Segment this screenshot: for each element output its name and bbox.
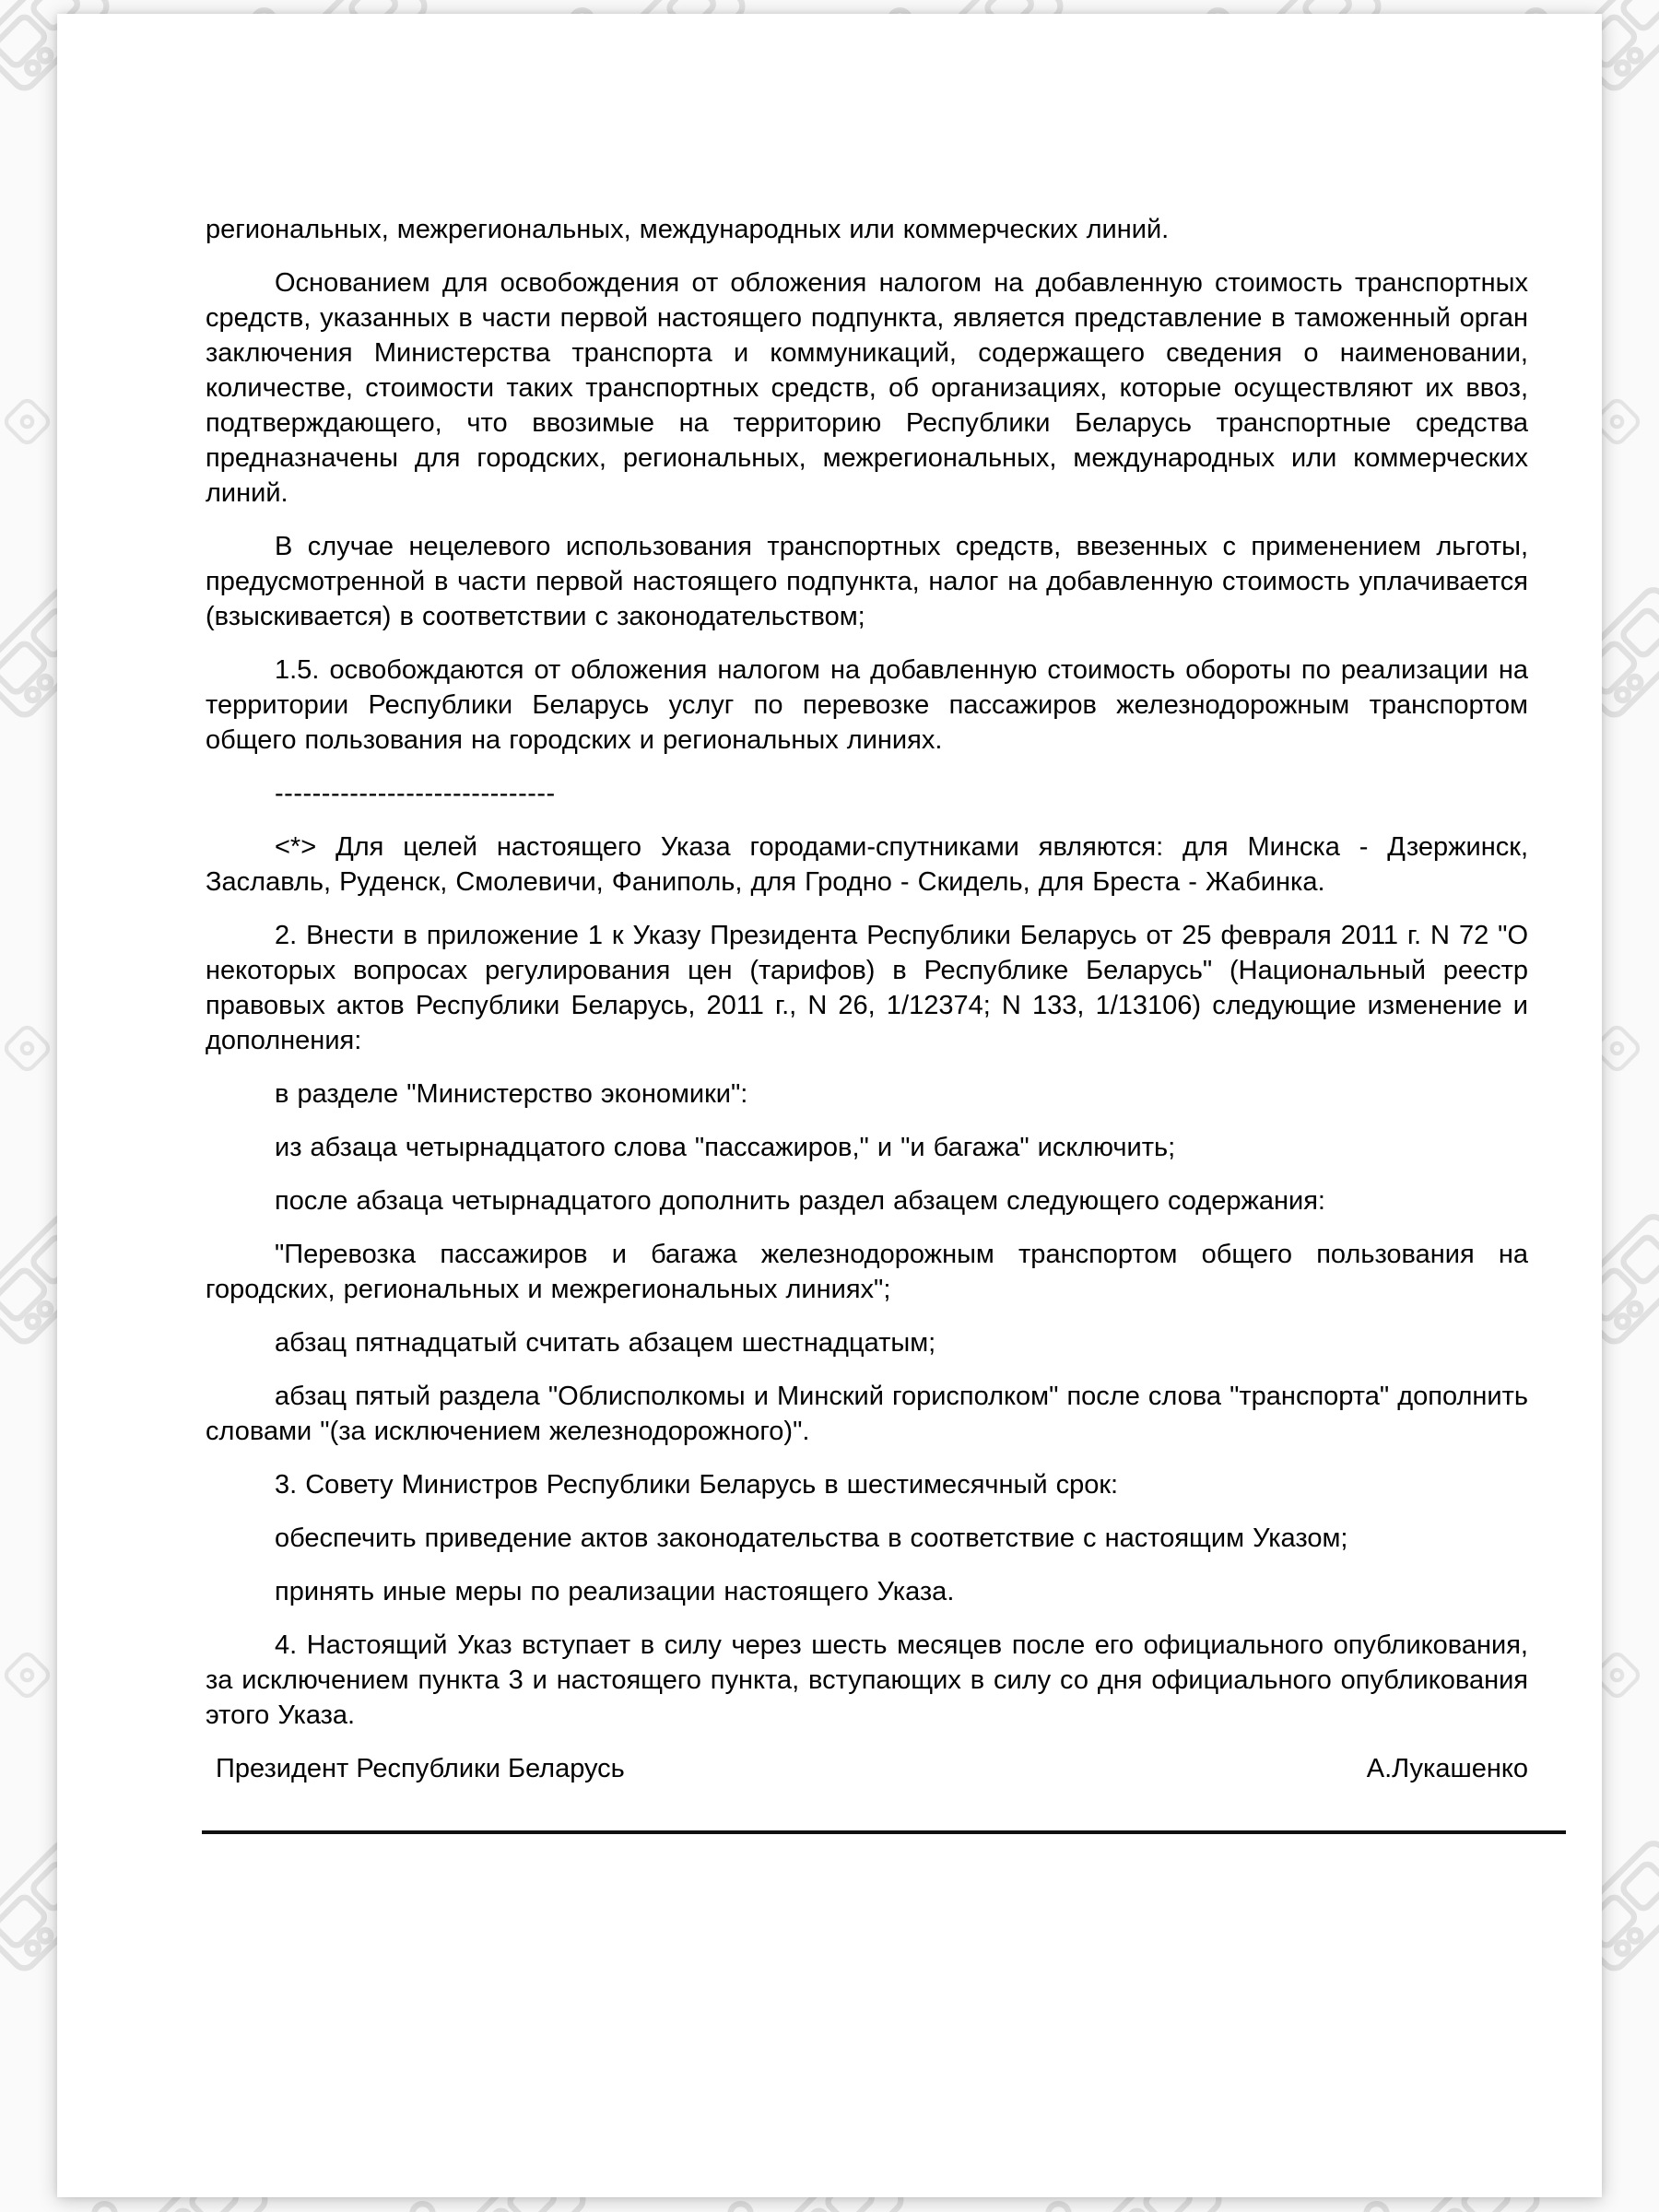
paragraph: после абзаца четырнадцатого дополнить раздел абзацем следующего содержания:	[275, 1186, 1325, 1216]
paragraph: абзац пятнадцатый считать абзацем шестнадцатым;	[275, 1328, 936, 1358]
paragraph: В случае нецелевого использования транспортных средств, ввезенных с применением льготы, предусмотренной в части первой настоящего подпункта, налог на добавленную стоимость уплачивается (взыскивается) в соответствии с законодательством;	[206, 532, 1528, 631]
signature-name: А.Лукашенко	[1366, 1754, 1528, 1783]
signature-row	[206, 1751, 1528, 1786]
paragraph: в разделе "Министерство экономики":	[275, 1079, 748, 1109]
paragraph: 3. Совету Министров Республики Беларусь в шестимесячный срок:	[275, 1470, 1119, 1500]
signature-title: Президент Республики Беларусь	[216, 1754, 625, 1783]
retro-device-icon	[0, 2088, 1, 2212]
paragraph: обеспечить приведение актов законодательства в соответствие с настоящим Указом;	[275, 1524, 1348, 1553]
paragraph: <*> Для целей настоящего Указа городами-спутниками являются: для Минска - Дзержинск, Заславль, Руденск, Смолевичи, Фаниполь, для Гродно - Скидель, для Бреста - Жабинка.	[206, 832, 1528, 897]
paragraph: региональных, межрегиональных, международных или коммерческих линий.	[206, 215, 1170, 244]
paragraph: из абзаца четырнадцатого слова "пассажиров," и "и багажа" исключить;	[275, 1133, 1176, 1162]
paragraph: принять иные меры по реализации настоящего Указа.	[275, 1577, 955, 1606]
paragraph: 2. Внести в приложение 1 к Указу Президента Республики Беларусь от 25 февраля 2011 г. N 72 "О некоторых вопросах регулирования цен (тарифов) в Республике Беларусь" (Национальный реестр правовых актов Республики Беларусь, 2011 г., N 26, 1/12374; N 133, 1/13106) следующие изменение и дополнения:	[206, 921, 1528, 1055]
document-body	[206, 212, 1528, 1733]
document-page	[57, 14, 1602, 2197]
paragraph: 1.5. освобождаются от обложения налогом на добавленную стоимость обороты по реализации на территории Республики Беларусь услуг по перевозке пассажиров железнодорожным транспортом общего пользования на городских и региональных линиях.	[206, 655, 1528, 755]
paragraph: абзац пятый раздела "Облисполкомы и Минский горисполком" после слова "транспорта" дополнить словами "(за исключением железнодорожного)".	[206, 1382, 1528, 1446]
paragraph: Основанием для освобождения от обложения налогом на добавленную стоимость транспортных средств, указанных в части первой настоящего подпункта, является представление в таможенный орган заключения Министерства транспорта и коммуникаций, содержащего сведения о наименовании, количестве, стоимости таких транспортных средств, об организациях, которые осуществляют их ввоз, подтверждающего, что ввозимые на территорию Республики Беларусь транспортные средства предназначены для городских, региональных, межрегиональных, международных или коммерческих линий.	[206, 268, 1528, 508]
paragraph: "Перевозка пассажиров и багажа железнодорожным транспортом общего пользования на городских, региональных и межрегиональных линиях";	[206, 1240, 1528, 1304]
paragraph: 4. Настоящий Указ вступает в силу через шесть месяцев после его официального опубликования, за исключением пункта 3 и настоящего пункта, вступающих в силу со дня официального опубликования этого Указа.	[206, 1630, 1528, 1730]
separator-line: ------------------------------	[275, 779, 556, 808]
bottom-rule	[202, 1830, 1566, 1834]
